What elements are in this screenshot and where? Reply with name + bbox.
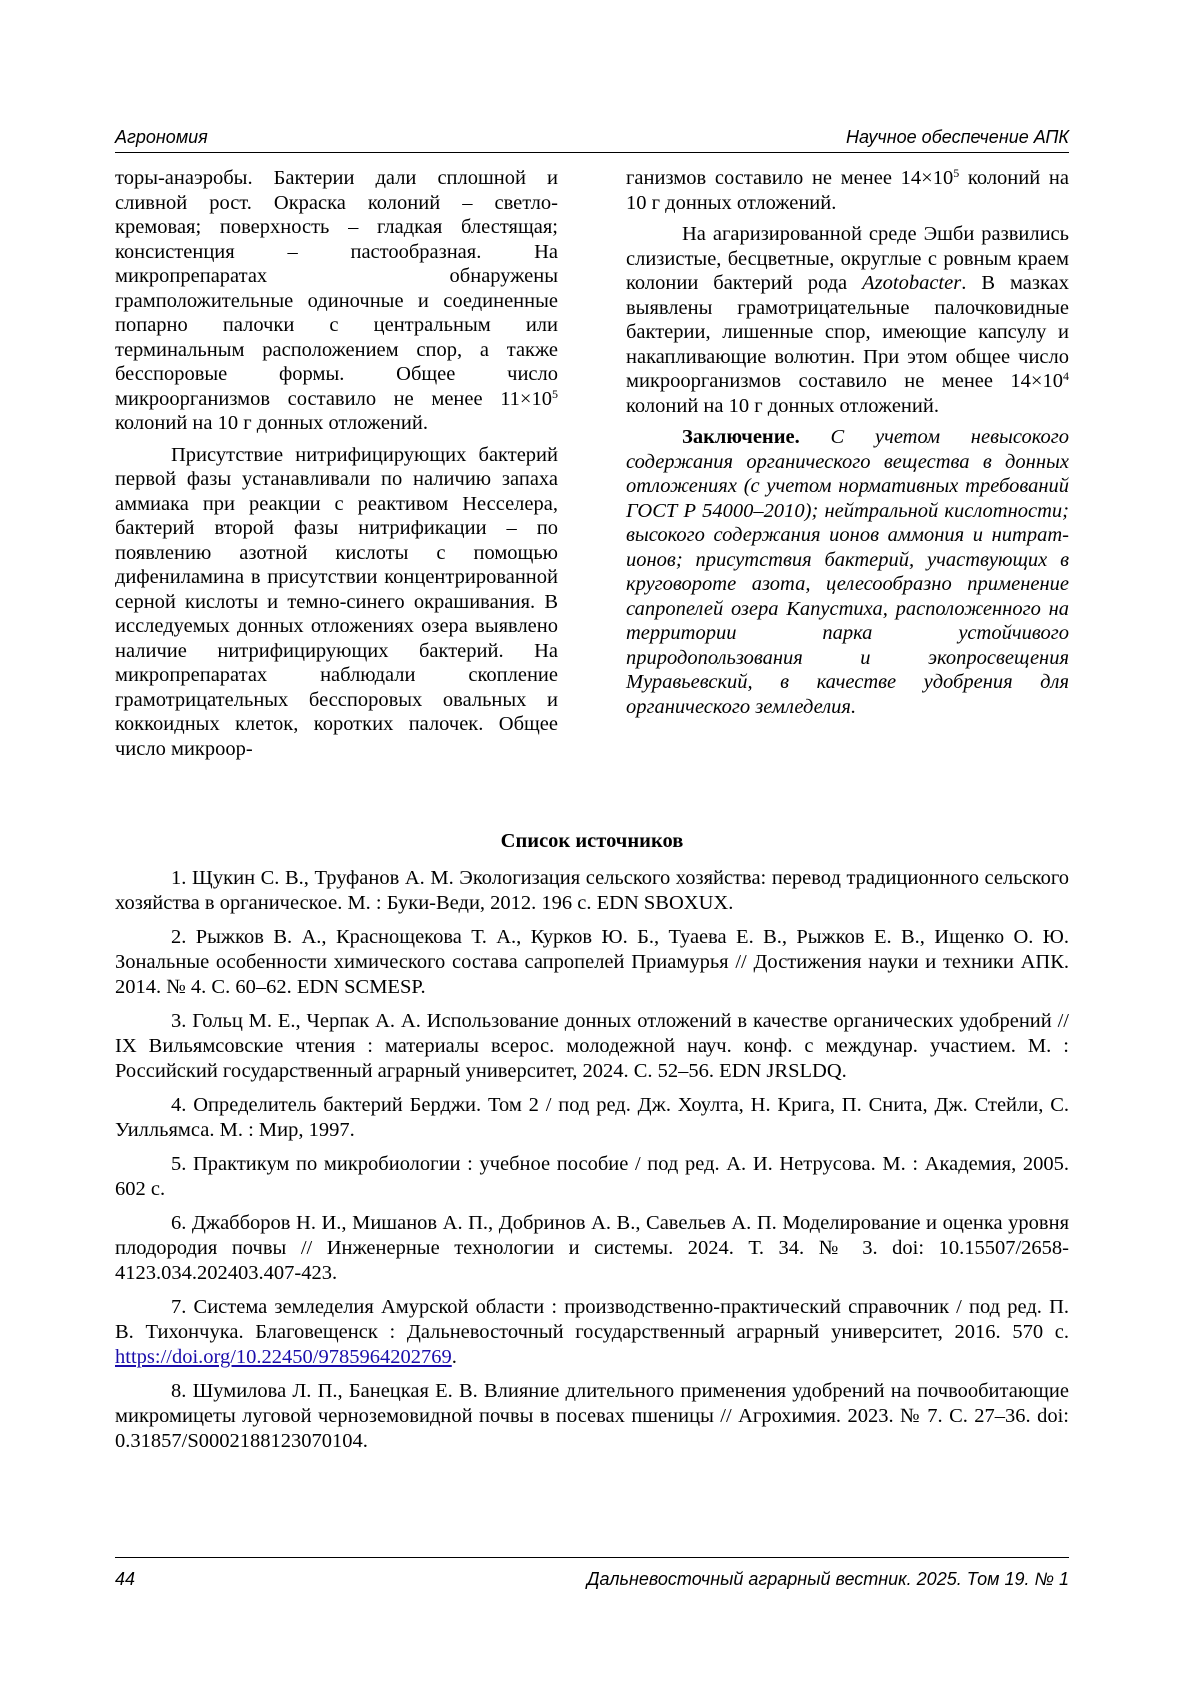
conclusion-paragraph	[626, 425, 1069, 719]
right-column	[626, 166, 1069, 726]
reference-item: 1. Щукин С. В., Труфанов А. М. Экологизация сельского хозяйства: перевод традиционного сельского хозяйства в органическое. М. : Буки-Веди, 2012. 196 с. EDN SBOXUX.	[115, 867, 1069, 914]
right-paragraph-2: На агаризированной среде Эшби развились слизистые, бесцветные, округлые с ровным краем колонии бактерий рода Azotobacter. В мазках выявлены грамотрицательные палочковидные бактерии, лишенные спор, имеющие капсулу и накапливающие волютин. При этом общее число микроорганизмов составило не менее $14\times 10^4$ колоний на 10 г донных отложений.	[626, 223, 1070, 417]
header-section: Агрономия	[115, 127, 208, 147]
reference-item: 8. Шумилова Л. П., Банецкая Е. В. Влияние длительного применения удобрений на почвообитающие микромицеты луговой черноземовидной почвы в посевах пшеницы // Агрохимия. 2023. № 7. С. 27–36. doi: 0.31857/S0002188123070104.	[115, 1380, 1069, 1452]
references-title: Список источников	[500, 830, 684, 852]
page-number: 44	[115, 1569, 136, 1589]
left-paragraph-1: торы-анаэробы. Бактерии дали сплошной и сливной рост. Окраска колоний – светло-кремовая; поверхность – гладкая блестящая; консистенция – пастообразная. На микропрепаратах обнаружены грамположительные одиночные и соединенные попарно палочки с центральным или терминальным расположением спор, а также бесспоровые формы. Общее число микроорганизмов составило не менее $11\times 10^5$ колоний на 10 г донных отложений.	[115, 167, 558, 434]
conclusion-text: С учетом невысокого содержания органического вещества в донных отложениях (с учетом нормативных требований ГОСТ Р 54000–2010); нейтральной кислотности; высокого содержания ионов аммония и нитрат-ионов; присутствия бактерий, участвующих в круговороте азота, целесообразно применение сапропелей озера Капустиха, расположенного на территории парка устойчивого природопользования и экопросвещения Муравьевский, в качестве удобрения для органического земледелия.	[626, 426, 1069, 718]
reference-item: 3. Гольц М. Е., Черпак А. А. Использование донных отложений в качестве органических удобрений // IX Вильямсовские чтения : материалы всерос. молодежной науч. конф. с междунар. участием. М. : Российский государственный аграрный университет, 2024. С. 52–56. EDN JRSLDQ.	[115, 1010, 1069, 1082]
running-footer	[115, 1566, 1069, 1592]
header-divider	[115, 152, 1069, 153]
reference-item: 7. Система земледелия Амурской области : производственно-практический справочник / под ред. П. В. Тихончука. Благовещенск : Дальневосточный государственный аграрный университет, 2016. 570 с. https://doi.org/10.22450/9785964202769.	[115, 1296, 1069, 1368]
left-paragraph-2: Присутствие нитрифицирующих бактерий первой фазы устанавливали по наличию запаха аммиака при реакции с реактивом Несселера, бактерий второй фазы нитрификации – по появлению азотной кислоты с помощью дифениламина в присутствии концентрированной серной кислоты и темно-синего окрашивания. В исследуемых донных отложениях озера выявлено наличие нитрифицирующих бактерий. На микропрепаратах наблюдали скопление грамотрицательных бесспоровых овальных и коккоидных клеток, коротких палочек. Общее число микроор-	[115, 443, 558, 760]
reference-item: 5. Практикум по микробиологии : учебное пособие / под ред. А. И. Нетрусова. М. : Академия, 2005. 602 с.	[115, 1153, 1069, 1200]
reference-item: 4. Определитель бактерий Берджи. Том 2 / под ред. Дж. Хоулта, Н. Крига, П. Снита, Дж. Стейли, С. Уилльямса. М. : Мир, 1997.	[115, 1094, 1069, 1141]
footer-journal: Дальневосточный аграрный вестник. 2025. Том 19. № 1	[586, 1569, 1069, 1589]
references-list	[115, 866, 1069, 1463]
right-paragraph-1: ганизмов составило не менее $14\times 10^5$ колоний на 10 г донных отложений.	[626, 166, 1069, 214]
reference-item: 2. Рыжков В. А., Краснощекова Т. А., Курков Ю. Б., Туаева Е. В., Рыжков Е. В., Ищенко О. Ю. Зональные особенности химического состава сапропелей Приамурья // Достижения науки и техники АПК. 2014. № 4. С. 60–62. EDN SCMESP.	[115, 926, 1069, 998]
header-journal-section: Научное обеспечение АПК	[845, 127, 1069, 147]
reference-item: 6. Джабборов Н. И., Мишанов А. П., Добринов А. В., Савельев А. П. Моделирование и оценка уровня плодородия почвы // Инженерные технологии и системы. 2024. Т. 34. № 3. doi: 10.15507/2658-4123.034.202403.407-423.	[115, 1212, 1069, 1284]
conclusion-label: Заключение.	[682, 426, 800, 448]
left-column	[115, 166, 558, 768]
reference-doi-link[interactable]: https://doi.org/10.22450/9785964202769	[115, 1346, 452, 1368]
footer-divider	[115, 1557, 1069, 1558]
running-header	[115, 124, 1069, 150]
